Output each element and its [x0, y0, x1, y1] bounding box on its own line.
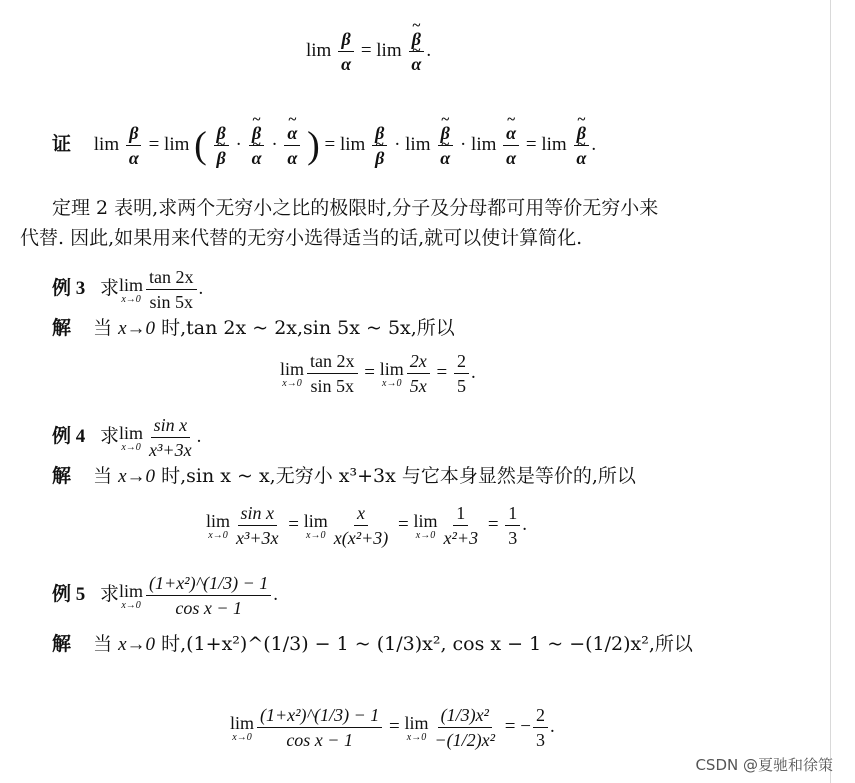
example-4-solution-line: 解 当 x→0 时,sin x ~ x,无穷小 x³+3x 与它本身显然是等价的,所以	[52, 465, 636, 487]
example-4-label: 例 4	[52, 425, 86, 447]
example-5-computation: lim x→0 $\frac{\text{(1+x²)\textasciicircum{}(1/3) − 1}}{\text{cos x − 1}}$ = lim x→0 $\frac{\text{(1/3)x²}}{\text{−(1/2)x²}}$ = − $\frac{2}{3}$ .	[230, 705, 555, 750]
csdn-watermark: CSDN @夏驰和徐策	[695, 756, 833, 774]
example-4-computation: lim x→0 $\frac{\text{sin x}}{\text{x³+3x}}$ = lim x→0 $\frac{x}{\text{x(x²+3)}}$ = lim x→0 $\frac{1}{\text{x²+3}}$ = $\frac{1}{3}$ .	[206, 503, 528, 548]
page-edge-divider	[830, 0, 831, 783]
example-3-label: 例 3	[52, 277, 86, 299]
proof-equation: 证 lim $\frac{\beta}{\alpha}$ = lim ( β ~ β · ~ β ~ α · ~ $\frac{\alpha}{\alpha}$ ) = lim β ~ β · lim ~ β ~ α · lim ~ $\frac{\alpha}{\alpha}$ = lim ~ β ~ α .	[52, 122, 596, 169]
example-5-label: 例 5	[52, 583, 86, 605]
example-5-solution-line: 解 当 x→0 时,(1+x²)^(1/3) − 1 ~ (1/3)x², cos x − 1 ~ −(1/2)x²,所以	[52, 633, 693, 655]
example-3-computation: lim x→0 $\frac{\tan 2x}{\sin 5x}$ = lim x→0 $\frac{2x}{5x}$ = $\frac{2}{5}$ .	[280, 351, 476, 396]
example-4-question: 例 4 求 lim x→0 $\frac{\text{sin x}}{\text{x³+3x}}$ .	[52, 415, 202, 460]
solution-label: 解	[52, 318, 72, 339]
example-3-solution-line: 解 当 x→0 时,tan 2x ~ 2x,sin 5x ~ 5x,所以	[52, 317, 455, 339]
remark-line-2: 代替. 因此,如果用来代替的无穷小选得适当的话,就可以使计算简化.	[20, 227, 583, 249]
remark-line-1: 定理 2 表明,求两个无穷小之比的极限时,分子及分母都可用等价无穷小来	[52, 197, 659, 219]
theorem-equation: lim $\frac{\beta}{\alpha}$ = lim ~ β ~ α .	[306, 28, 431, 75]
proof-label: 证	[52, 133, 72, 155]
example-5-question: 例 5 求 lim x→0 $\frac{\text{(1+x²)\textasciicircum{}(1/3) − 1}}{\text{cos x − 1}}$ .	[52, 573, 279, 618]
example-3-question: 例 3 求 lim x→0 $\frac{\tan 2x}{\sin 5x}$ .	[52, 267, 204, 312]
